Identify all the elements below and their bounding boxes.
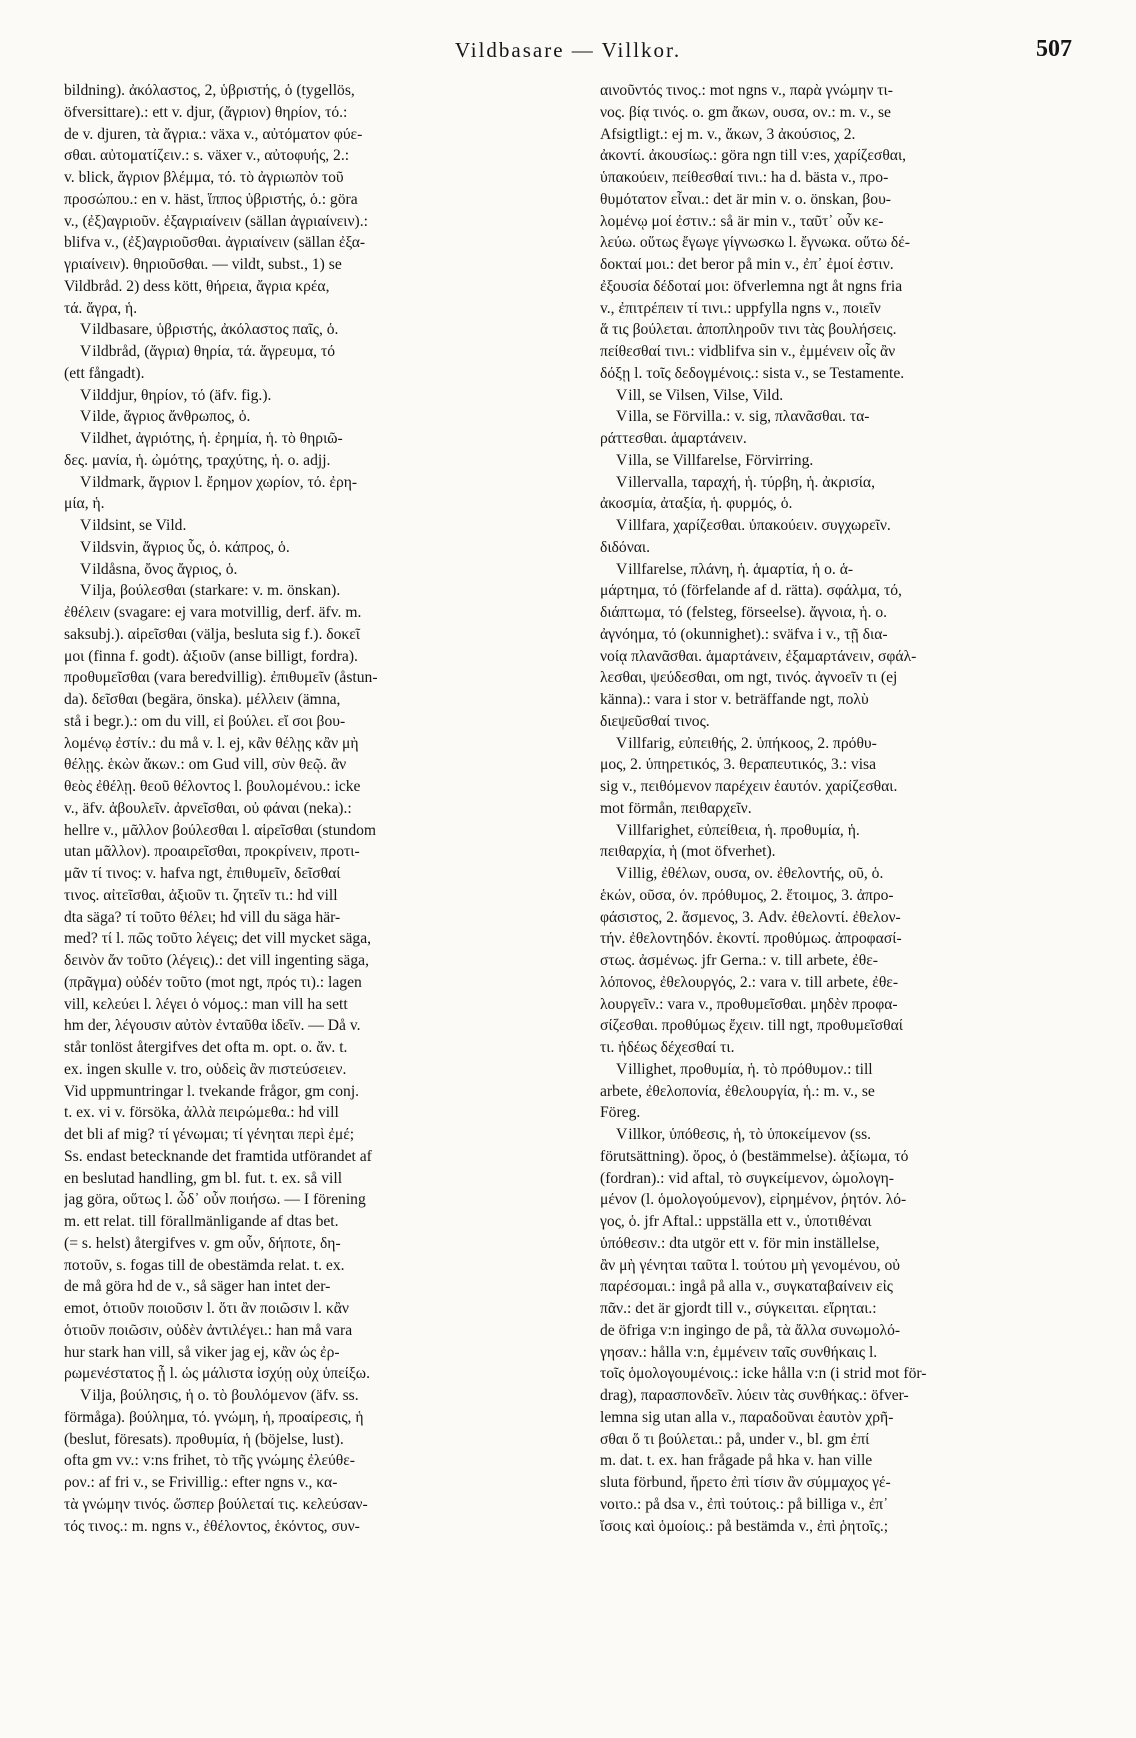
text-line: lemna sig utan alla v., παραδοῦναι ἑαυτὸν χρῆ- [600, 1408, 894, 1426]
entry-headword-line: Villighet, προθυμία, ἡ. τὸ πρόθυμον.: till [616, 1060, 873, 1078]
text-line: jag göra, οὕτως l. ὧδ᾽ οὖν ποιήσω. — I förening [64, 1191, 366, 1209]
text-line: (ett fångadt). [64, 364, 145, 382]
text-line: (beslut, föresats). προθυμία, ἡ (böjelse, lust). [64, 1430, 344, 1448]
text-line: dta säga? τί τοῦτο θέλει; hd vill du säga här- [64, 908, 341, 926]
text-line: διεψεῦσθαί τινος. [600, 712, 710, 730]
text-line: (= s. helst) återgifves v. gm οὖν, δήποτε, δη- [64, 1234, 341, 1252]
text-line: arbete, ἐθελοπονία, ἐθελουργία, ἡ.: m. v., se [600, 1082, 875, 1100]
text-line: ἐθέλειν (svagare: ej vara motvillig, derf. äfv. m. [64, 604, 362, 621]
entry-headword-line: Vilde, ἄγριος ἄνθρωπος, ὁ. [80, 408, 251, 426]
entry-headword-line: Villervalla, ταραχή, ἡ. τύρβη, ἡ. ἀκρισία, [616, 473, 875, 491]
entry-headword-line: Vildhet, ἀγριότης, ἡ. ἐρημία, ἡ. τὸ θηριῶ- [80, 430, 343, 447]
text-line: blifva v., (ἐξ)αγριοῦσθαι. ἀγριαίνειν (sällan ἐξα- [64, 234, 366, 252]
entry-headword-line: Villfara, χαρίζεσθαι. ὑπακούειν. συγχωρεῖν. [616, 517, 891, 534]
entry-headword-line: Vildbasare, ὑβριστής, ἀκόλαστος παῖς, ὁ. [80, 321, 339, 339]
text-line: mot förmån, πειθαρχεῖν. [600, 799, 752, 817]
text-line: δες. μανία, ἡ. ὠμότης, τραχύτης, ἡ. o. adjj. [64, 451, 331, 469]
text-line: δεινὸν ἄν τοῦτο (λέγεις).: det vill ingenting säga, [64, 952, 369, 969]
text-line: ὑπόθεσιν.: dta utgör ett v. för min inställelse, [600, 1234, 880, 1252]
text-line: hellre v., μᾶλλον βούλεσθαι l. αἱρεῖσθαι (stundom [64, 821, 377, 839]
text-line: ἐξουσία δέδοταί μοι: öfverlemna ngt åt ngns fria [600, 277, 903, 295]
text-line: ποτοῦν, s. fogas till de obestämda relat. t. ex. [64, 1256, 345, 1274]
entry-headword-line: Vildåsna, ὄνος ἄγριος, ὁ. [80, 560, 238, 578]
text-line: förmåga). βούλημα, τό. γνώμη, ἡ, προαίρεσις, ἡ [64, 1408, 364, 1426]
page-header [64, 38, 1072, 78]
text-line: τὰ γνώμην τινός. ὥσπερ βούλεταί τις. κελεύσαν- [64, 1495, 368, 1513]
text-line: hur stark han vill, så viker jag ej, κἂν ὡς ἐρ- [64, 1343, 340, 1361]
text-line: φάσιστος, 2. ἄσμενος, 3. Adv. ἐθελοντί. ἐθελον- [600, 908, 901, 926]
text-line: m. dat. t. ex. han frågade på hka v. han ville [600, 1452, 873, 1470]
text-line: διάπτωμα, τό (felsteg, förseelse). ἄγνοια, ἡ. o. [600, 604, 888, 621]
text-line: λομένῳ μοί ἐστιν.: så är min v., ταῦτ᾽ οὖν κε- [600, 212, 884, 230]
text-line: ἑκών, οῦσα, όν. πρόθυμος, 2. ἕτοιμος, 3. ἀπρο- [600, 886, 894, 904]
text-line: förutsättning). ὅρος, ὁ (bestämmelse). ἀξίωμα, τό [600, 1147, 909, 1165]
text-line: ἴσοις καὶ ὁμοίοις.: på bestämda v., ἐπὶ ῥητοῖς.; [600, 1517, 889, 1535]
entry-headword-line: Vill, se Vilsen, Vilse, Vild. [616, 386, 784, 404]
text-line: bildning). ἀκόλαστος, 2, ὑβριστής, ὁ (tygellös, [64, 82, 355, 99]
text-line: v., (ἐξ)αγριοῦν. ἐξαγριαίνειν (sällan ἀγριαίνειν).: [64, 212, 368, 230]
entry-headword-line: Vilja, βούλησις, ἡ o. τὸ βουλόμενον (äfv. ss. [80, 1387, 359, 1404]
text-line: t. ex. vi v. försöka, ἀλλὰ πειρώμεθα.: hd vill [64, 1104, 339, 1122]
entry-headword-line: Villfarig, εὐπειθής, 2. ὑπήκοος, 2. πρόθυ- [616, 734, 877, 752]
text-line: λεύω. οὕτως ἔγωγε γίγνωσκω l. ἔγνωκα. οὕτω δέ- [600, 234, 910, 252]
text-line: emot, ὁτιοῦν ποιοῦσιν l. ὅτι ἂν ποιῶσιν l. κἂν [64, 1300, 349, 1317]
entry-headword-line: Vilddjur, θηρίον, τό (äfv. fig.). [80, 386, 272, 404]
text-line: drag), παρασπονδεῖν. λύειν τὰς συνθήκας.: öfver- [600, 1387, 909, 1404]
text-line: ὁτιοῦν ποιῶσιν, οὐδὲν ἀντιλέγει.: han må vara [64, 1321, 353, 1339]
text-line: v., ἐπιτρέπειν τί τινι.: uppfylla ngns v., ποιεῖν [600, 299, 881, 317]
text-line: (fordran).: vid aftal, τὸ συγκείμενον, ὡμολογη- [600, 1169, 894, 1187]
text-line: δοκταί μοι.: det beror på min v., ἐπ᾽ ἐμοί ἐστιν. [600, 256, 894, 273]
entry-headword-line: Vildbråd, (ἄγρια) θηρία, τά. ἄγρευμα, τό [80, 343, 336, 360]
text-line: Vid uppmuntringar l. tvekande frågor, gm conj. [64, 1082, 360, 1100]
left-column [64, 80, 552, 1537]
text-line: μάρτημα, τό (förfelande af d. rätta). σφάλμα, τό, [600, 582, 902, 600]
text-line: med? τί l. πῶς τοῦτο λέγεις; det vill mycket säga, [64, 930, 372, 948]
text-line: ofta gm vv.: v:ns frihet, τὸ τῆς γνώμης ἐλεύθε- [64, 1452, 355, 1470]
text-line: en beslutad handling, gm bl. fut. t. ex. så vill [64, 1169, 343, 1187]
text-line: m. ett relat. till förallmänligande af dtas bet. [64, 1213, 339, 1230]
entry-headword-line: Villa, se Villfarelse, Förvirring. [616, 451, 814, 469]
text-line: παρέσομαι.: ingå på alla v., συγκαταβαίνειν εἰς [600, 1278, 893, 1296]
text-line: τινος. αἰτεῖσθαι, ἀξιοῦν τι. ζητεῖν τι.: hd vill [64, 886, 338, 904]
entry-headword-line: Vilja, βούλεσθαι (starkare: v. m. önskan). [80, 582, 341, 600]
text-line: sig v., πειθόμενον παρέχειν ἑαυτόν. χαρίζεσθαι. [600, 778, 898, 795]
text-line: det bli af mig? τί γένωμαι; τί γένηται περὶ ἐμέ; [64, 1126, 355, 1143]
text-line: σθαι ὅ τι βούλεται.: på, under v., bl. gm ἐπί [600, 1430, 870, 1448]
text-line: πείθεσθαί τινι.: vidblifva sin v., ἐμμένειν οἷς ἂν [600, 343, 896, 360]
text-line: sluta förbund, ἤρετο ἐπὶ τίσιν ἂν σύμμαχος γέ- [600, 1474, 891, 1491]
text-line: νος. βίᾳ τινός. o. gm ἄκων, ουσα, ον.: m. v., se [600, 103, 891, 121]
page-number: 507 [1036, 36, 1072, 62]
text-line: Ss. endast betecknande det framtida utförandet af [64, 1147, 372, 1165]
text-line: ἅ τις βούλεται. ἀποπληροῦν τινι τὰς βουλήσεις. [600, 321, 897, 339]
text-line: de v. djuren, τὰ ἄγρια.: växa v., αὐτόματον φύε- [64, 125, 363, 143]
right-column [600, 80, 1088, 1537]
text-line: saksubj.). αἱρεῖσθαι (välja, besluta sig f.). δοκεῖ [64, 625, 360, 643]
text-line: utan μᾶλλον). προαιρεῖσθαι, προκρίνειν, προτι- [64, 843, 360, 861]
text-line: ἀκοντί. ἀκουσίως.: göra ngn till v:es, χαρίζεσθαι, [600, 147, 907, 165]
text-line: da). δεῖσθαι (begära, önska). μέλλειν (ämna, [64, 691, 341, 708]
text-line: αινοῦντός τινος.: mot ngns v., παρὰ γνώμην τι- [600, 82, 893, 99]
entry-headword-line: Villa, se Förvilla.: v. sig, πλανᾶσθαι. τα- [616, 408, 870, 426]
text-line: γριαίνειν). θηριοῦσθαι. — vildt, subst., 1) se [64, 256, 342, 273]
text-line: γος, ὁ. jfr Aftal.: uppställa ett v., ὑποτιθέναι [600, 1213, 872, 1230]
text-line: Afsigtligt.: ej m. v., ἄκων, 3 ἀκούσιος, 2. [600, 125, 856, 143]
text-line: διδόναι. [600, 538, 651, 556]
text-line: λεσθαι, ψεύδεσθαι, om ngt, τινός. ἀγνοεῖν τι (ej [600, 669, 898, 687]
text-line: stå i begr.).: om du vill, εἰ βούλει. εἴ σοι βου- [64, 712, 346, 730]
text-line: τός τινος.: m. ngns v., ἐθέλοντος, ἑκόντος, συν- [64, 1517, 360, 1535]
text-line: λόπονος, ἐθελουργός, 2.: vara v. till arbete, ἐθε- [600, 973, 899, 991]
text-line: de öfriga v:n ingingo de på, τὰ ἄλλα συνωμολό- [600, 1321, 901, 1339]
text-line: τά. ἄγρα, ἡ. [64, 299, 138, 317]
text-line: σθαι. αὐτοματίζειν.: s. växer v., αὐτοφυής, 2.: [64, 147, 350, 165]
text-line: ρωμενέστατος ᾖ l. ὡς μάλιστα ἰσχύῃ οὐχ ὑπείξω. [64, 1365, 370, 1383]
text-line: ex. ingen skulle v. tro, οὐδεὶς ἂν πιστεύσειεν. [64, 1060, 347, 1078]
entry-headword-line: Vildsvin, ἄγριος ὗς, ὁ. κάπρος, ὁ. [80, 538, 290, 556]
text-line: τήν. ἐθελοντηδόν. ἑκοντί. προθύμως. ἀπροφασί- [600, 930, 902, 948]
text-line: νοίᾳ πλανᾶσθαι. ἁμαρτάνειν, ἐξαμαρτάνειν, σφάλ- [600, 647, 917, 665]
text-line: προθυμεῖσθαι (vara beredvillig). ἐπιθυμεῖν (åstun- [64, 669, 378, 687]
text-line: τι. ἡδέως δέχεσθαί τι. [600, 1039, 735, 1056]
text-line: öfversittare).: ett v. djur, (ἄγριον) θηρίον, τό.: [64, 103, 348, 121]
text-line: θυμότατον εἶναι.: det är min v. o. önskan, βου- [600, 190, 891, 208]
text-line: μᾶν τί τινος: v. hafva ngt, ἐπιθυμεῖν, δεῖσθαί [64, 865, 341, 882]
entry-headword-line: Vildmark, ἄγριον l. ἔρημον χωρίον, τό. ἐρη- [80, 473, 358, 491]
entry-headword-line: Vildsint, se Vild. [80, 517, 187, 534]
text-line: hm der, λέγουσιν αὐτὸν ἐνταῦθα ἰδεῖν. — Då v. [64, 1017, 361, 1035]
text-line: ἀκοσμία, ἀταξία, ἡ. φυρμός, ὁ. [600, 495, 793, 513]
text-line: μος, 2. ὑπηρετικός, 3. θεραπευτικός, 3.: visa [600, 756, 877, 774]
text-line: v. blick, ἄγριον βλέμμα, τό. τὸ ἀγριωπὸν τοῦ [64, 169, 344, 186]
text-line: de må göra hd de v., så säger han intet der- [64, 1278, 331, 1296]
text-line: θέλῃς. ἑκὼν ἄκων.: om Gud vill, σὺν θεῷ. ἂν [64, 756, 347, 774]
text-line: πᾶν.: det är gjordt till v., σύγκειται. εἴρηται.: [600, 1300, 877, 1317]
text-line: ράττεσθαι. ἁμαρτάνειν. [600, 430, 747, 447]
text-line: στως. ἀσμένως. jfr Gerna.: v. till arbete, ἐθε- [600, 952, 878, 969]
text-line: vill, κελεύει l. λέγει ὁ νόμος.: man vill ha sett [64, 995, 348, 1013]
text-line: ὑπακούειν, πείθεσθαί τινι.: ha d. bästa v., προ- [600, 169, 889, 186]
text-line: μοι (finna f. godt). ἀξιοῦν (anse billigt, fordra). [64, 647, 358, 665]
entry-headword-line: Villig, ἐθέλων, ουσα, ον. ἐθελοντής, οῦ, ὁ. [616, 865, 884, 882]
text-line: πειθαρχία, ἡ (mot öfverhet). [600, 843, 776, 861]
entry-headword-line: Villfarelse, πλάνη, ἡ. ἁμαρτία, ἡ o. ἁ- [616, 560, 854, 578]
text-line: ρον.: af fri v., se Frivillig.: efter ngns v., κα- [64, 1474, 338, 1491]
text-line: λουργεῖν.: vara v., προθυμεῖσθαι. μηδὲν προφα- [600, 995, 898, 1013]
text-line: θεὸς ἐθέλῃ. θεοῦ θέλοντος l. βουλομένου.: icke [64, 778, 361, 795]
text-line: λομένῳ ἐστίν.: du må v. l. ej, κἂν θέλῃς κἂν μὴ [64, 734, 359, 752]
text-line: Föreg. [600, 1104, 641, 1122]
running-head: Vildbasare — Villkor. [454, 38, 682, 62]
text-line: (πρᾶγμα) οὐδέν τοῦτο (mot ngt, πρός τι).: lagen [64, 973, 362, 991]
text-line: ἀγνόημα, τό (okunnighet).: sväfva i v., τῇ δια- [600, 625, 888, 643]
entry-headword-line: Villkor, ὑπόθεσις, ἡ, τὸ ὑποκείμενον (ss. [616, 1126, 872, 1143]
text-line: τοῖς ὁμολογουμένοις.: icke hålla v:n (i strid mot för- [600, 1365, 927, 1383]
text-line: känna).: vara i stor v. beträffande ngt, πολὺ [600, 691, 869, 708]
text-line: νοιτο.: på dsa v., ἐπὶ τούτοις.: på billiga v., ἐπ᾽ [600, 1495, 889, 1513]
text-line: γησαν.: hålla v:n, ἐμμένειν ταῖς συνθήκαις l. [600, 1343, 878, 1361]
text-line: μένον (l. ὁμολογούμενον), εἰρημένον, ῥητόν. λό- [600, 1191, 907, 1209]
text-line: σίζεσθαι. προθύμως ἔχειν. till ngt, προθυμεῖσθαί [600, 1017, 903, 1035]
text-line: ἂν μὴ γένηται ταῦτα l. τούτου μὴ γενομένου, οὐ [600, 1256, 901, 1274]
entry-headword-line: Villfarighet, εὐπείθεια, ἡ. προθυμία, ἡ. [616, 821, 860, 839]
text-line: v., äfv. ἀβουλεῖν. ἀρνεῖσθαι, οὐ φάναι (neka).: [64, 799, 352, 817]
text-line: μία, ἡ. [64, 495, 105, 513]
text-line: προσώπου.: en v. häst, ἵππος ὑβριστής, ὁ.: göra [64, 190, 358, 208]
text-line: Vildbråd. 2) dess kött, θήρεια, ἄγρια κρέα, [64, 277, 330, 295]
text-line: δόξῃ l. τοῖς δεδογμένοις.: sista v., se Testamente. [600, 364, 905, 382]
text-line: står tonlöst återgifves det ofta m. opt. o. ἄν. t. [64, 1039, 348, 1056]
